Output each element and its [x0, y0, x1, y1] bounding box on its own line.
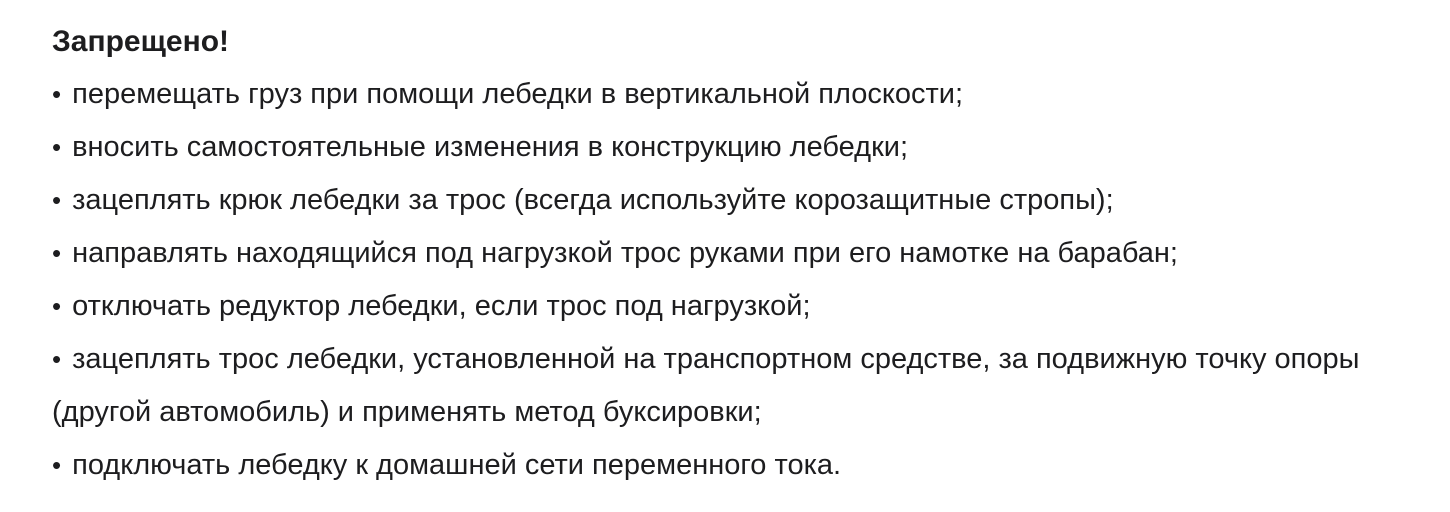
list-item-text: зацеплять трос лебедки, установленной на транспортном средстве, за подвижную точку опоры (другой автомобиль) и применять метод буксировки; [52, 343, 1360, 428]
list-item [52, 174, 1380, 227]
list-item [52, 121, 1380, 174]
bullet-icon: • [52, 450, 62, 480]
list-item-text: подключать лебедку к домашней сети переменного тока. [72, 449, 842, 481]
bullet-icon: • [52, 344, 62, 374]
list-item-text: отключать редуктор лебедки, если трос под нагрузкой; [72, 290, 811, 322]
bullet-icon: • [52, 238, 62, 268]
bullet-icon: • [52, 132, 62, 162]
bullet-icon: • [52, 291, 62, 321]
bullet-icon: • [52, 79, 62, 109]
list-item-text: зацеплять крюк лебедки за трос (всегда используйте корозащитные стропы); [72, 184, 1114, 216]
list-item-text: перемещать груз при помощи лебедки в вертикальной плоскости; [72, 78, 964, 110]
list-item [52, 333, 1380, 439]
list-item [52, 68, 1380, 121]
list-item-text: направлять находящийся под нагрузкой трос руками при его намотке на барабан; [72, 237, 1178, 269]
list-item-text: вносить самостоятельные изменения в конструкцию лебедки; [72, 131, 909, 163]
list-item [52, 280, 1380, 333]
forbidden-list [52, 68, 1380, 492]
list-item [52, 439, 1380, 492]
list-item [52, 227, 1380, 280]
page-title: Запрещено! [52, 25, 230, 58]
bullet-icon: • [52, 185, 62, 215]
